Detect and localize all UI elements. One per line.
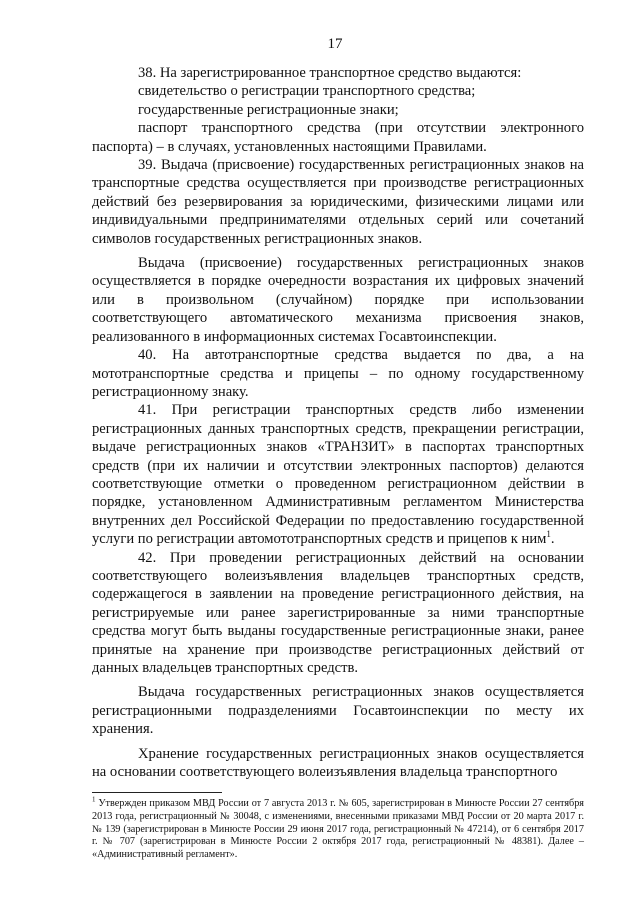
paragraph-42-storage: Хранение государственных регистрационных знаков осуществляется на основании соответствующего волеизъявления владельца транспортного [92,745,584,781]
paragraph-42: 42. При проведении регистрационных действий на основании соответствующего волеизъявления владельцев транспортных средств, содержащегося в заявлении на проведение регистрационного действия, на регистрируемые или ранее зарегистрированные за ними транспортные средства могут быть выданы государственные регистрационные знаки, ранее принятые на хранение при производстве регистрационных действий от данных владельцев транспортных средств. [92,549,584,676]
page-number: 17 [327,36,343,52]
footnote-marker: 1 [92,795,96,804]
paragraph-41 [92,401,584,548]
paragraph-38-item-passport: паспорт транспортного средства (при отсутствии электронного паспорта) – в случаях, установленных настоящими Правилами. [92,120,584,155]
footnote-reference: 1 [546,529,551,540]
paragraph-41-end: . [550,531,555,548]
paragraph-42-issuance: Выдача государственных регистрационных знаков осуществляется регистрационными подразделениями Госавтоинспекции по месту их хранения. [92,684,584,738]
paragraph-38-item-certificate: свидетельство о регистрации транспортного средства; [138,83,476,100]
paragraph-38-intro: 38. На зарегистрированное транспортное средство выдаются: [138,65,522,81]
footnote-text: Утвержден приказом МВД России от 7 августа 2013 г. № 605, зарегистрирован в Минюсте России 27 сентября 2013 года, регистрационный № 30048, с изменениями, внесенными приказами МВД России от 20 марта 2017 г. № 139 (зарегистрирован в Минюсте России 29 июня 2017 года, регистрационный № 47214), от 6 сентября 2017 г. № 707 (зарегистрирован в Минюсте России 2 октября 2017 года, регистрационный № 48381). Далее – «Административный регламент». [92,798,584,861]
footnote-divider [92,792,222,793]
paragraph-38-item-plates: государственные регистрационные знаки; [138,101,399,118]
document-body [92,64,584,781]
footnote [92,795,584,862]
paragraph-39-continued: Выдача (присвоение) государственных регистрационных знаков осуществляется в порядке очередности возрастания их цифровых значений или в произвольном (случайном) порядке при использовании соответствующего автоматического механизма присвоения знаков, реализованного в информационных системах Госавтоинспекции. [92,255,584,345]
paragraph-40: 40. На автотранспортные средства выдается по два, а на мототранспортные средства и прицепы – по одному государственному регистрационному знаку. [92,347,584,400]
paragraph-41-text: 41. При регистрации транспортных средств либо изменении регистрационных данных транспортных средств, прекращении регистрации, выдаче регистрационных знаков «ТРАНЗИТ» в паспортах транспортных средств (при их наличии и отсутствии электронных паспортов) делаются соответствующие отметки о проведенном регистрационном действии в порядке, установленном Административным регламентом Министерства внутренних дел Российской Федерации по предоставлению государственной услуги по регистрации автомототранспортных средств и прицепов к ним [92,402,584,548]
paragraph-39: 39. Выдача (присвоение) государственных регистрационных знаков на транспортные средства осуществляется при производстве регистрационных действий без резервирования за юридическими, физическими лицами или индивидуальными предпринимателями отдельных серий или сочетаний символов государственных регистрационных знаков. [92,157,584,247]
